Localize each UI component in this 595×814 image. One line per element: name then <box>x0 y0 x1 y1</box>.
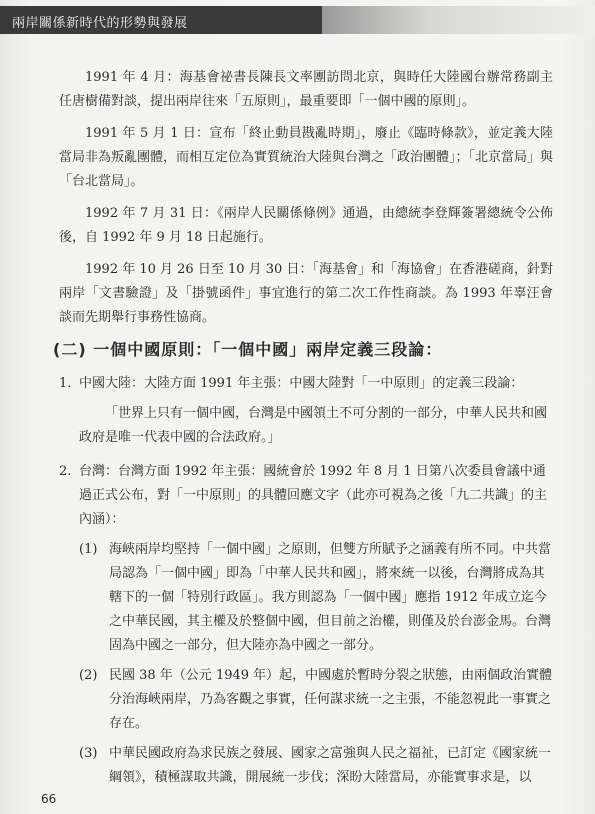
sub-item-2 <box>59 664 553 736</box>
list-number: 2. <box>59 464 72 479</box>
running-header-title: 兩岸關係新時代的形勢與發展 <box>12 16 188 31</box>
page-number: 66 <box>41 792 57 806</box>
chronology-paragraph-2: 1991 年 5 月 1 日：宣布「終止動員戡亂時期」，廢止《臨時條款》，並定義大陸當局非為叛亂團體，而相互定位為實質統治大陸與台灣之「政治團體」；「北京當局」與「台北當局」。 <box>59 126 554 189</box>
sub-item-number: (2) <box>79 668 98 683</box>
sub-item-text: 民國 38 年（公元 1949 年）起，中國處於暫時分裂之狀態，由兩個政治實體分治海峽兩岸，乃為客觀之事實，任何謀求統一之主張，不能忽視此一事實之存在。 <box>109 668 553 731</box>
sub-item-text: 中華民國政府為求民族之發展、國家之富強與人民之福祉，已訂定《國家統一綱領》，積極謀取共識，開展統一步伐；深盼大陸當局，亦能實事求是，以 <box>109 746 552 785</box>
chronology-paragraph-1: 1991 年 4 月：海基會祕書長陳長文率團訪問北京，與時任大陸國台辦常務副主任唐樹備對談，提出兩岸往來「五原則」，最重要即「一個中國的原則」。 <box>59 70 553 109</box>
taiwan-sub-list <box>59 538 553 790</box>
running-header-bar <box>0 6 322 34</box>
section-heading: (二) 一個中國原則：「一個中國」兩岸定義三段論： <box>53 340 443 359</box>
header-gradient-band <box>322 6 595 34</box>
mainland-quote: 「世界上只有一個中國，台灣是中國領土不可分割的一部分，中華人民共和國政府是唯一代表中國的合法政府。」 <box>79 406 548 445</box>
sub-item-text: 海峽兩岸均堅持「一個中國」之原則，但雙方所賦予之涵義有所不同。中共當局認為「一個中國」即為「中華人民共和國」，將來統一以後，台灣將成為其轄下的一個「特別行政區」。我方則認為「一個中國」應指 1912 年成立迄今之中華民國，其主權及於整個中國，但目前之治權，則僅及於台澎金馬。台灣固為中國之一部分，但大陸亦為中國之一部分。 <box>109 542 552 653</box>
list-item-text: 台灣：台灣方面 1992 年主張：國統會於 1992 年 8 月 1 日第八次委員會議中通過正式公布，對「一中原則」的具體回應文字（此亦可視為之後「九二共識」的主內涵）： <box>79 464 548 527</box>
list-item-text: 中國大陸：大陸方面 1991 年主張：中國大陸對「一中原則」的定義三段論： <box>79 376 524 391</box>
sub-item-number: (1) <box>79 542 98 557</box>
list-item-taiwan <box>59 460 553 532</box>
list-item-mainland <box>59 372 553 396</box>
sub-item-3 <box>59 742 553 790</box>
chronology-paragraph-3: 1992 年 7 月 31 日：《兩岸人民關係條例》通過，由總統李登輝簽署總統令公佈後，自 1992 年 9 月 18 日起施行。 <box>59 206 553 245</box>
sub-item-number: (3) <box>79 746 98 761</box>
sub-item-1 <box>59 538 553 658</box>
page-content <box>53 66 554 796</box>
chronology-paragraph-4: 1992 年 10 月 26 日至 10 月 30 日：「海基會」和「海協會」在香港磋商，針對兩岸「文書驗證」及「掛號函件」事宜進行的第二次工作性商談。為 1993 年辜汪會談而先期舉行事務性協商。 <box>59 262 553 325</box>
list-number: 1. <box>59 376 72 391</box>
